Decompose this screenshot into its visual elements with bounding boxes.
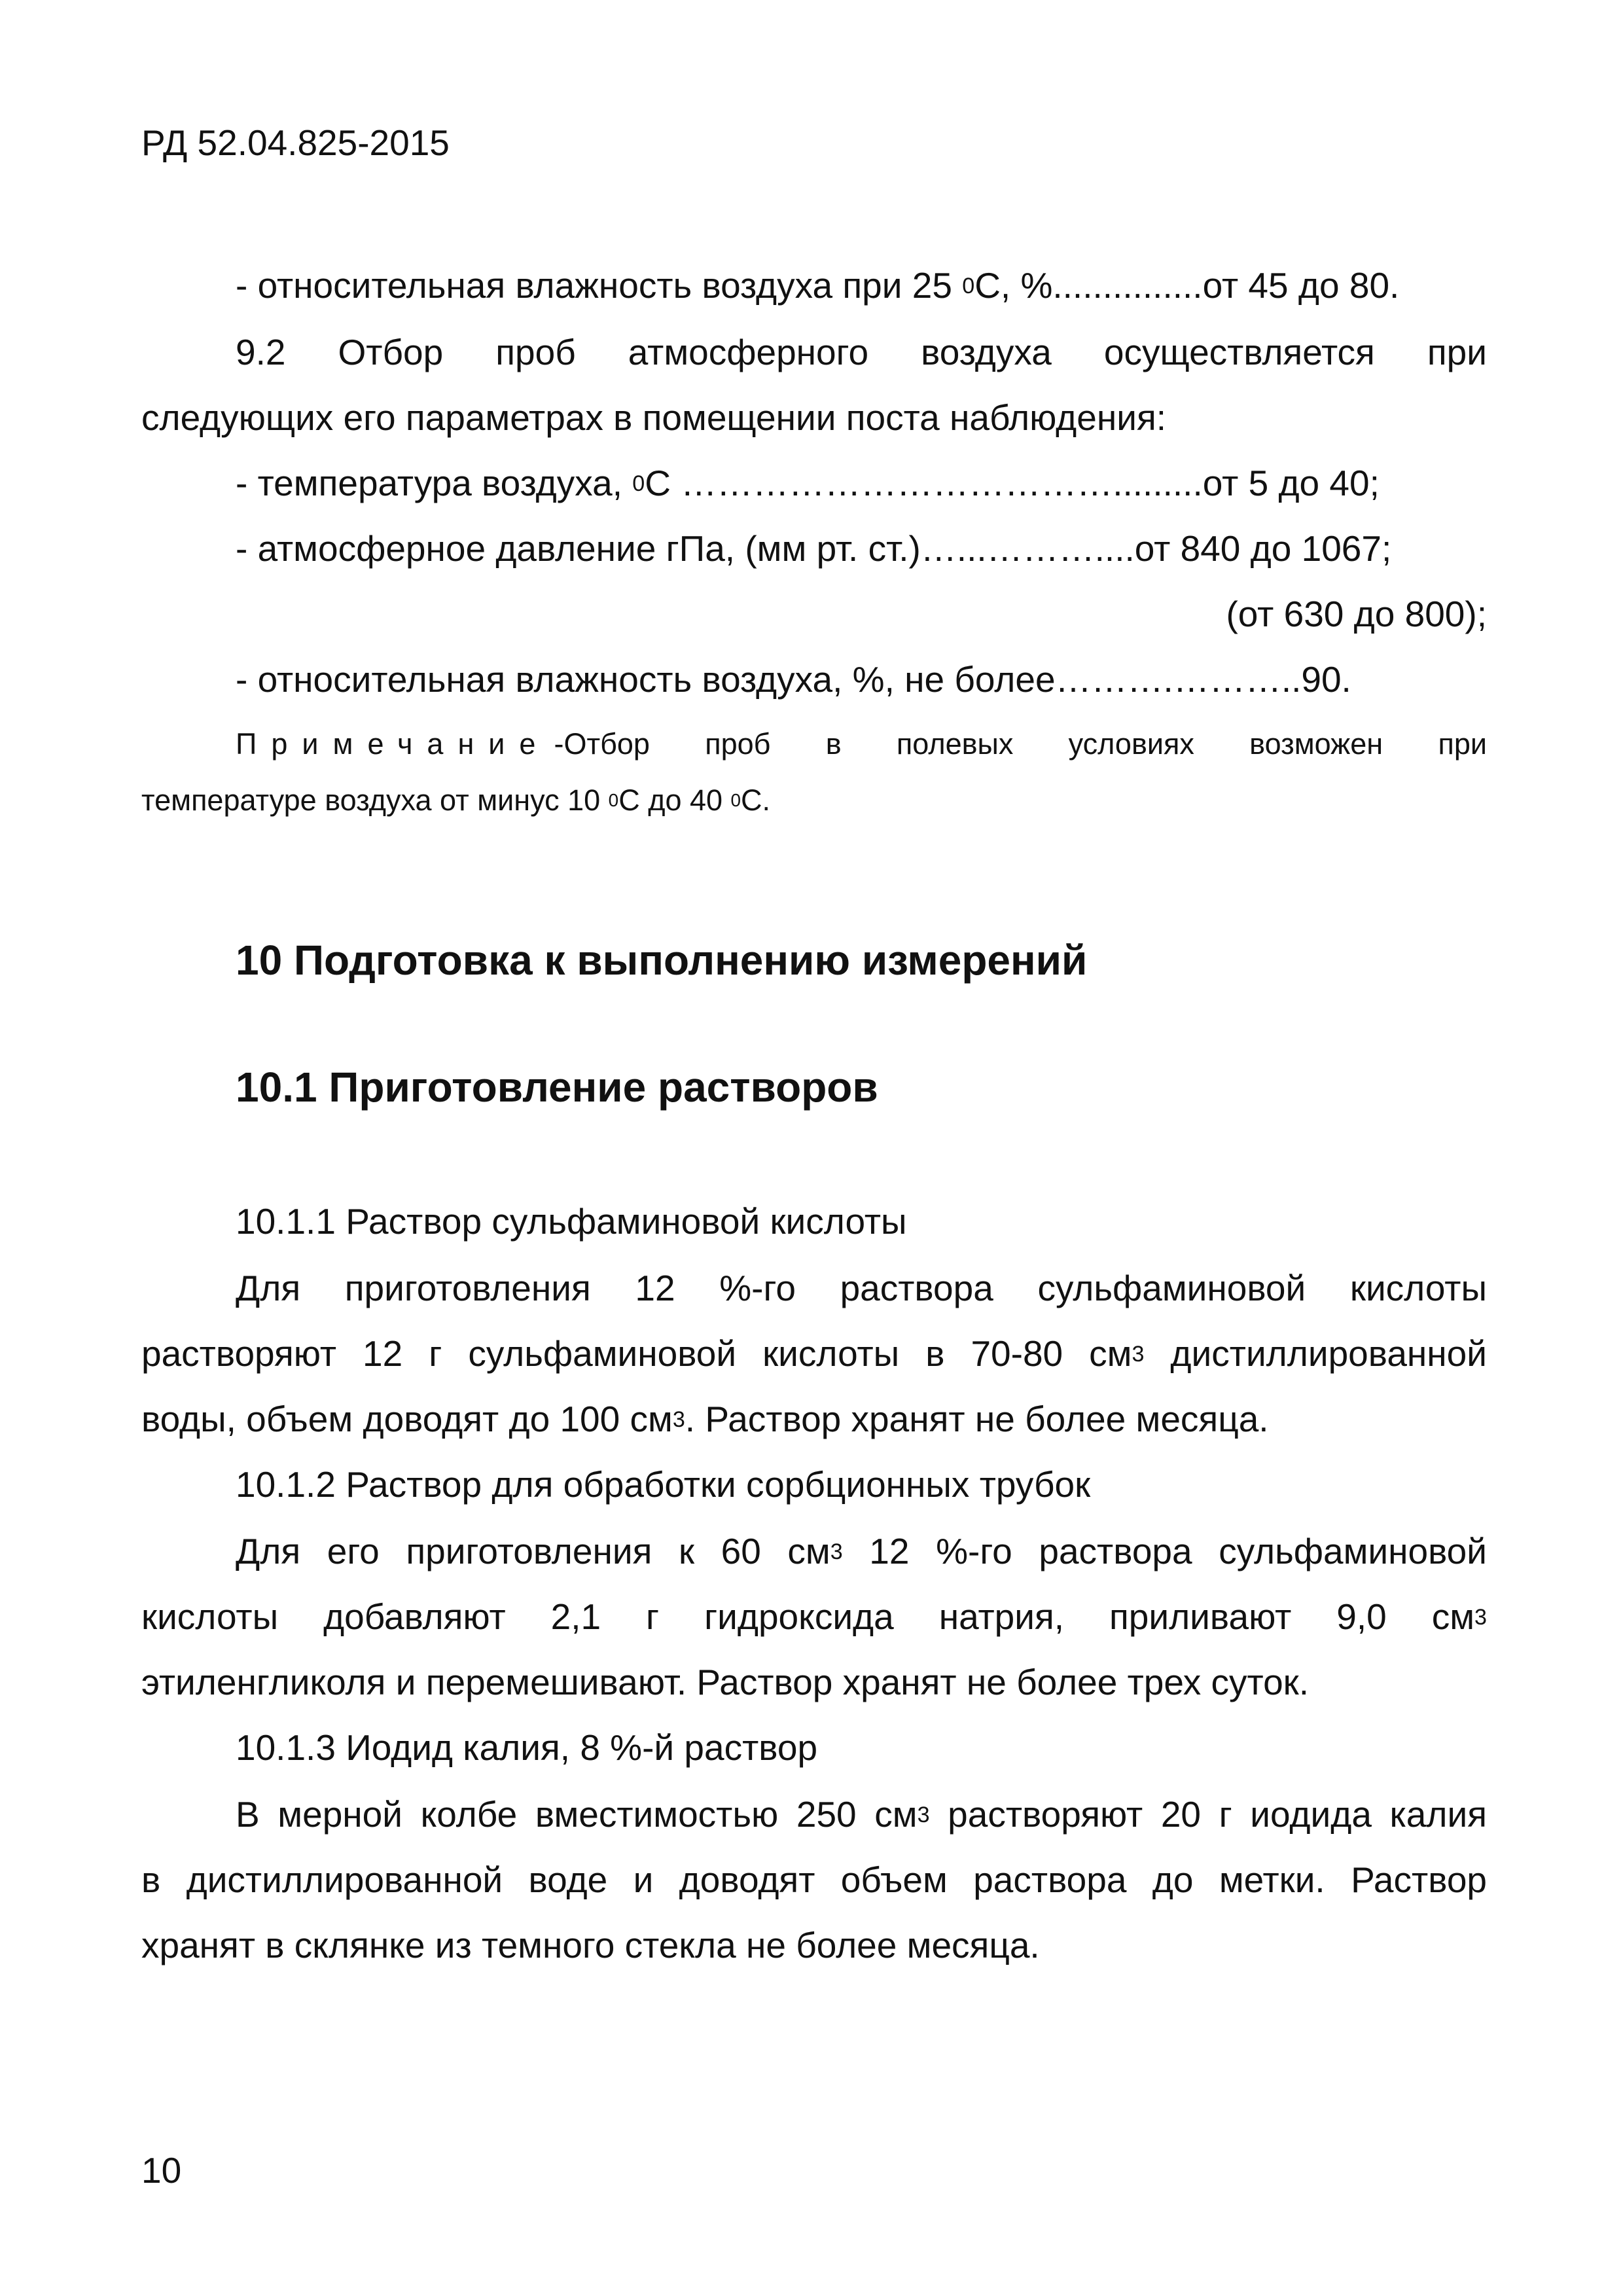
item-10-1-2-title: 10.1.2 Раствор для обработки сорбционных трубок: [236, 1464, 1091, 1505]
text-fragment: воды, объем доводят до 100 см: [141, 1399, 673, 1439]
section-10-heading: 10 Подготовка к выполнению измерений: [236, 937, 1088, 984]
text-fragment: . Раствор хранят не более месяца.: [685, 1399, 1269, 1439]
item-10-1-1-line-3: [141, 1398, 1269, 1440]
humidity-parameter-line: - относительная влажность воздуха, %, не более……….………..90.: [236, 659, 1351, 700]
text-fragment: - температура воздуха,: [236, 463, 633, 503]
superscript: 3: [672, 1407, 685, 1433]
item-10-1-1-line-1: Для приготовления 12 %-го раствора сульфаминовой кислоты: [236, 1268, 1487, 1308]
page-number: 10: [141, 2150, 182, 2191]
text-fragment: 12 %-го раствора сульфаминовой: [842, 1531, 1487, 1571]
paragraph-9-2-line-2: следующих его параметрах в помещении поста наблюдения:: [141, 397, 1167, 438]
item-10-1-3-line-3: хранят в склянке из темного стекла не более месяца.: [141, 1925, 1040, 1965]
item-10-1-3-line-2: в дистиллированной воде и доводят объем раствора до метки. Раствор: [141, 1859, 1487, 1900]
text-fragment: растворяют 20 г иодида калия: [929, 1794, 1487, 1835]
temperature-parameter-line: [236, 462, 1380, 504]
text-fragment: дистиллированной: [1144, 1333, 1487, 1374]
humidity-at-25-line: [236, 264, 1399, 306]
item-10-1-3-title: 10.1.3 Иодид калия, 8 %-й раствор: [236, 1727, 818, 1768]
note-label: Примечание: [236, 727, 550, 761]
superscript: 0: [608, 790, 619, 811]
item-10-1-2-line-3: этиленгликоля и перемешивают. Раствор хранят не более трех суток.: [141, 1662, 1310, 1702]
pressure-mm-line: (от 630 до 800);: [1226, 594, 1487, 634]
text-fragment: Для его приготовления к 60 см: [236, 1531, 830, 1571]
text-fragment: температуре воздуха от минус 10: [141, 783, 609, 817]
note-text: -Отбор проб в полевых условиях возможен при: [554, 727, 1487, 761]
superscript: 0: [730, 790, 741, 811]
text-fragment: С.: [741, 783, 771, 817]
note-line-1: [236, 726, 1487, 762]
text-fragment: С ……………………………….........от 5 до 40;: [645, 463, 1380, 503]
text-fragment: кислоты добавляют 2,1 г гидроксида натрия, приливают 9,0 см: [141, 1596, 1475, 1637]
text-fragment: С, %...............от 45 до 80.: [974, 265, 1400, 306]
subsection-10-1-heading: 10.1 Приготовление растворов: [236, 1064, 878, 1111]
superscript: 3: [1474, 1605, 1487, 1630]
superscript: 0: [632, 471, 645, 497]
text-fragment: растворяют 12 г сульфаминовой кислоты в 70-80 см: [141, 1333, 1132, 1374]
superscript: 3: [1132, 1342, 1145, 1367]
item-10-1-1-line-2: [141, 1333, 1487, 1374]
item-10-1-1-title: 10.1.1 Раствор сульфаминовой кислоты: [236, 1201, 907, 1242]
text-fragment: - относительная влажность воздуха при 25: [236, 265, 963, 306]
note-line-2: [141, 783, 770, 818]
text-fragment: С до 40: [618, 783, 731, 817]
superscript: 3: [830, 1539, 843, 1565]
pressure-parameter-line: - атмосферное давление гПа, (мм рт. ст.)…...………....от 840 до 1067;: [236, 528, 1392, 569]
item-10-1-2-line-2: [141, 1596, 1487, 1638]
item-10-1-3-line-1: [236, 1793, 1487, 1835]
paragraph-9-2-line-1: 9.2 Отбор проб атмосферного воздуха осуществляется при: [236, 332, 1487, 372]
superscript: 3: [917, 1803, 930, 1828]
item-10-1-2-line-1: [236, 1530, 1487, 1572]
text-fragment: В мерной колбе вместимостью 250 см: [236, 1794, 918, 1835]
superscript: 0: [962, 274, 975, 299]
document-code-header: РД 52.04.825-2015: [141, 122, 450, 163]
